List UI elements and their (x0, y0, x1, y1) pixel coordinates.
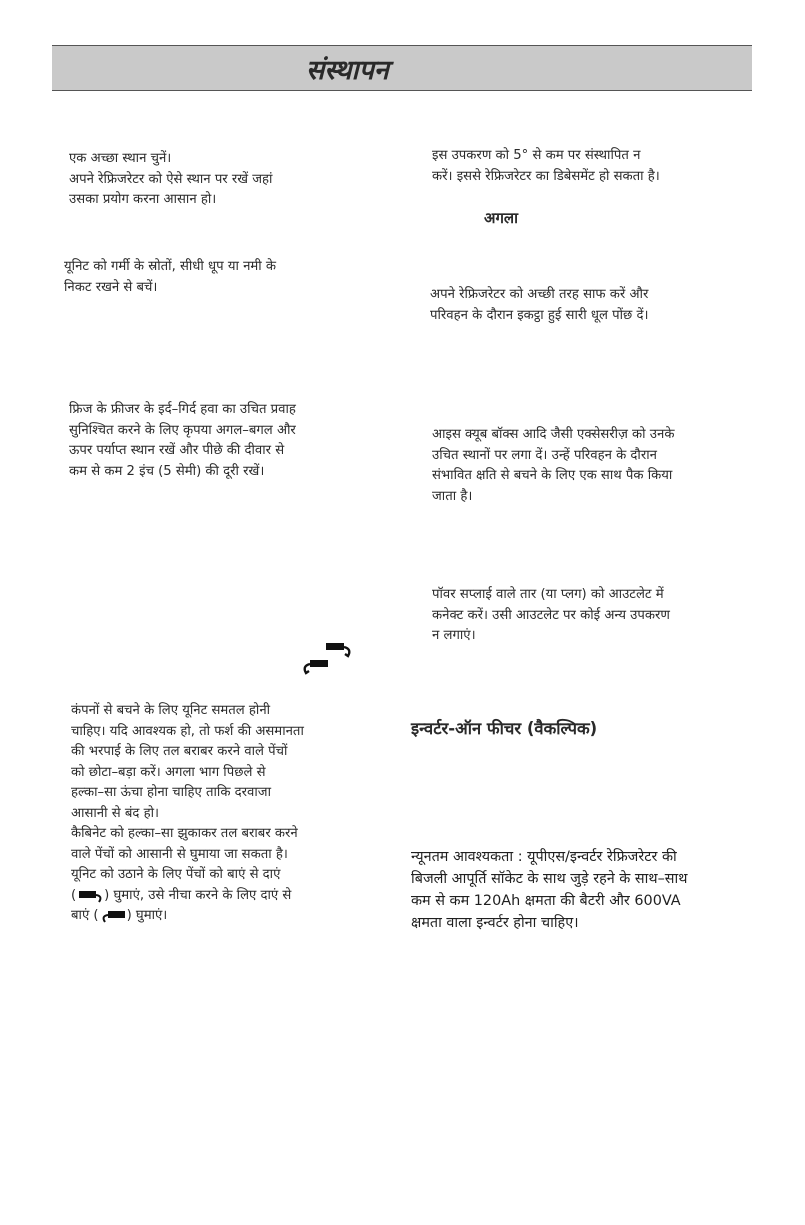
right-paragraph-clean (430, 285, 648, 326)
left-paragraph-airflow (69, 400, 296, 482)
text-line: हल्का–सा ऊंचा होना चाहिए ताकि दरवाजा (71, 785, 271, 800)
text-line: कम से कम 2 इंच (5 सेमी) की दूरी रखें। (69, 463, 265, 479)
leveling-screw-icon (300, 640, 356, 676)
text-line: यूनिट को गर्मी के स्रोतों, सीधी धूप या नमी के (64, 259, 277, 274)
text-line: संभावित क्षति से बचने के लिए एक साथ पैक किया (432, 468, 673, 483)
text-line: न्यूनतम आवश्यकता : यूपीएस/इन्वर्टर रेफ्रिजरेटर की (411, 849, 677, 865)
text-line: कनेक्ट करें। उसी आउटलेट पर कोई अन्य उपकरण (432, 607, 670, 623)
right-paragraph-power (432, 585, 670, 647)
text-line: की भरपाई के लिए तल बराबर करने वाले पेंचों (71, 744, 288, 759)
left-paragraph-leveling (71, 701, 304, 927)
text-line: आसानी से बंद हो। (71, 805, 159, 821)
text-line: कैबिनेट को हल्का–सा झुकाकर तल बराबर करने (71, 826, 298, 841)
text-line: सुनिश्चित करने के लिए कृपया अगल–बगल और (69, 422, 296, 438)
right-paragraph-inverter (411, 846, 687, 934)
right-paragraph-angle (432, 146, 660, 187)
right-paragraph-accessories (432, 425, 674, 507)
text-line: निकट रखने से बचें। (64, 279, 158, 295)
text-line: वाले पेंचों को आसानी से घुमाया जा सकता है। (71, 846, 288, 862)
text-line: बिजली आपूर्ति सॉकेट के साथ जुड़े रहने के साथ–साथ (411, 871, 688, 887)
text-line: फ्रिज के फ्रीजर के इर्द–गिर्द हवा का उचित प्रवाह (69, 402, 296, 417)
text-line: उसका प्रयोग करना आसान हो। (69, 192, 217, 207)
text-line: को छोटा–बड़ा करें। अगला भाग पिछले से (71, 764, 266, 780)
text-line: पॉवर सप्लाई वाले तार (या प्लग) को आउटलेट में (432, 587, 664, 602)
section-header (52, 45, 752, 91)
text-line: बाएं ( ) घुमाएं। (71, 908, 168, 923)
text-line: कंपनों से बचने के लिए यूनिट समतल होनी (71, 703, 271, 718)
text-line: अपने रेफ्रिजरेटर को ऐसे स्थान पर रखें जहां (69, 171, 273, 187)
left-paragraph-location (69, 149, 272, 211)
text-line: आइस क्यूब बॉक्स आदि जैसी एक्सेसरीज़ को उनके (432, 427, 675, 442)
page-title: संस्थापन (306, 55, 389, 86)
text-line: परिवहन के दौरान इकट्ठा हुई सारी धूल पोंछ दें। (430, 307, 649, 323)
inverter-heading: इन्वर्टर-ऑन फीचर (वैकल्पिक) (411, 719, 598, 738)
text-line: कम से कम 120Ah क्षमता की बैटरी और 600VA (411, 893, 681, 909)
left-paragraph-heat (64, 257, 276, 298)
text-line: उचित स्थानों पर लगा दें। उन्हें परिवहन के दौरान (432, 447, 657, 463)
text-line: चाहिए। यदि आवश्यक हो, तो फर्श की असमानता (71, 723, 304, 739)
text-line: न लगाएं। (432, 628, 476, 643)
text-line: क्षमता वाला इन्वर्टर होना चाहिए। (411, 915, 579, 931)
subheading-next: अगला (484, 209, 518, 227)
text-line: जाता है। (432, 488, 473, 504)
text-line: ऊपर पर्याप्त स्थान रखें और पीछे की दीवार से (69, 443, 285, 458)
text-line: ( ) घुमाएं, उसे नीचा करने के लिए दाएं से (71, 887, 292, 903)
rotate-left-icon (99, 907, 127, 923)
text-line: एक अच्छा स्थान चुनें। (69, 151, 172, 166)
text-line: अपने रेफ्रिजरेटर को अच्छी तरह साफ करें और (430, 287, 649, 302)
rotate-right-icon (76, 887, 104, 903)
text-line: करें। इससे रेफ्रिजरेटर का डिबेसमेंट हो सकता है। (432, 168, 660, 184)
text-line: इस उपकरण को 5° से कम पर संस्थापित न (432, 148, 641, 163)
text-line: यूनिट को उठाने के लिए पेंचों को बाएं से दाएं (71, 867, 281, 882)
